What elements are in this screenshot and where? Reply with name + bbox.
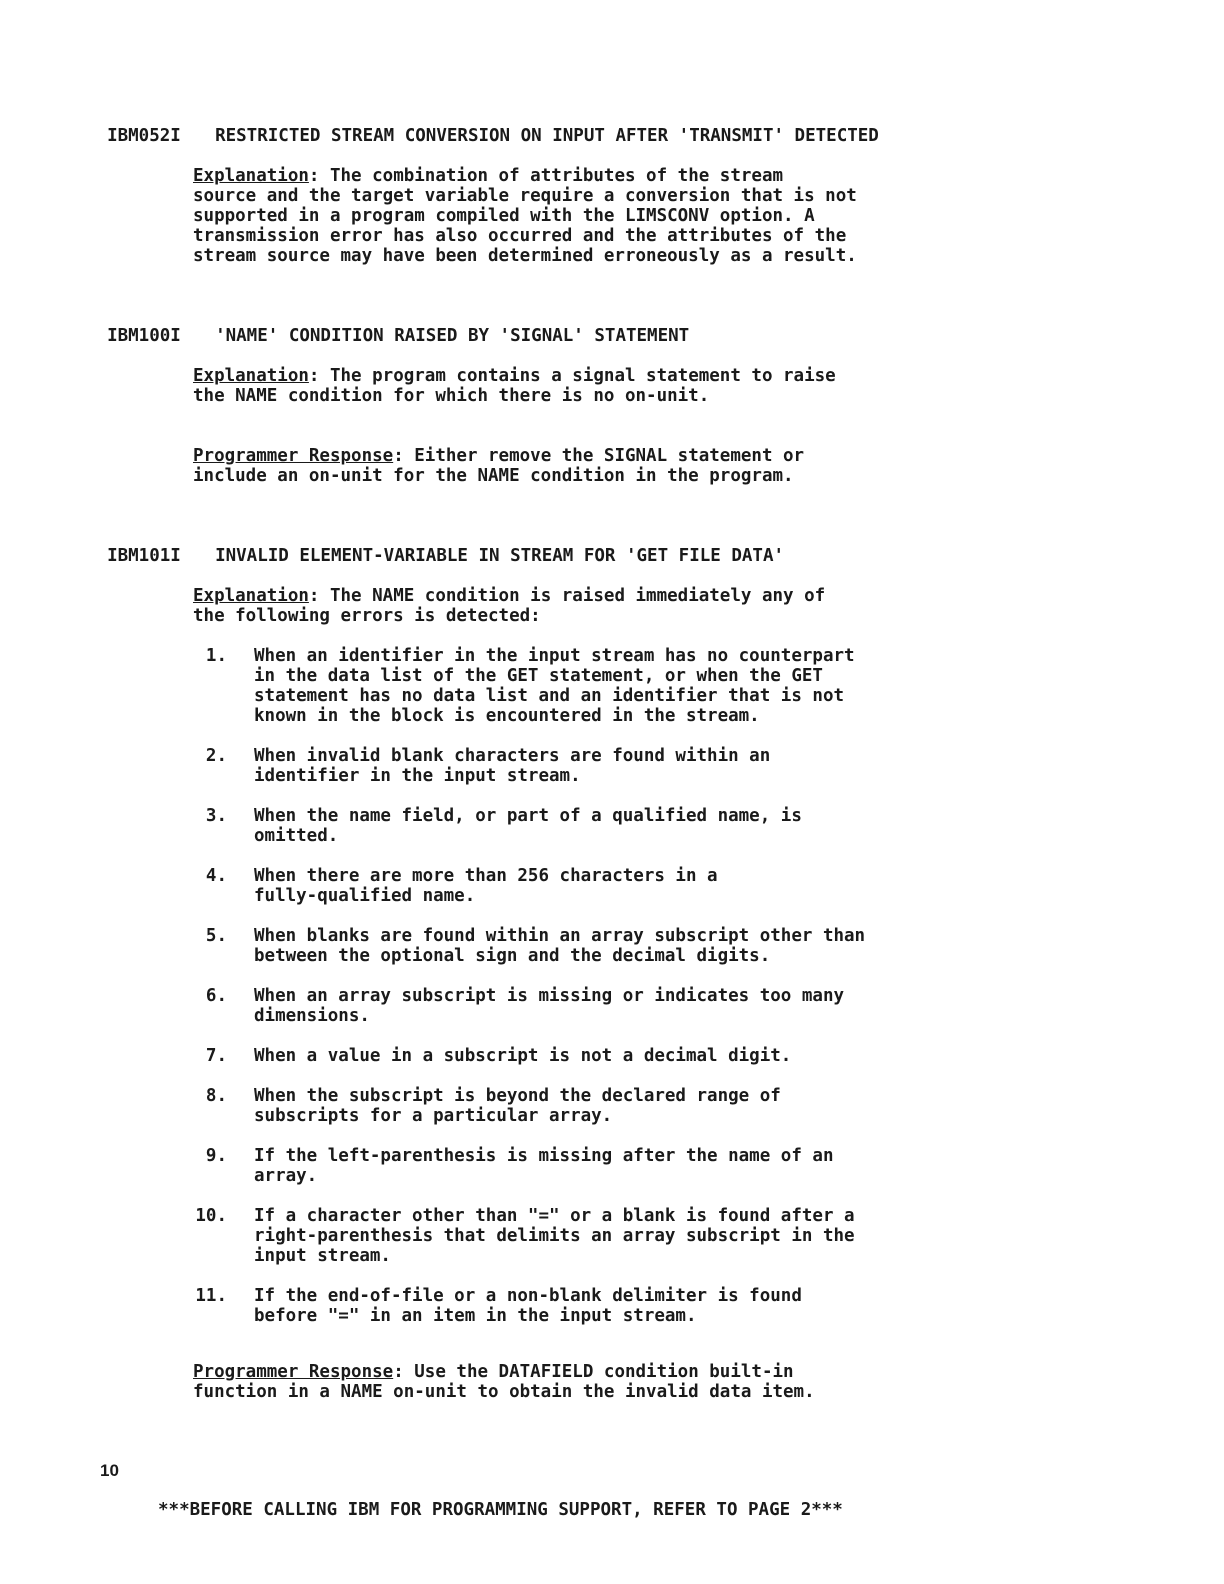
list-item	[193, 806, 973, 846]
message-title: INVALID ELEMENT-VARIABLE IN STREAM FOR 'GET FILE DATA'	[215, 546, 785, 566]
message-code: IBM052I	[107, 126, 181, 146]
message-header-ibm052i	[86, 106, 879, 146]
programmer-response-ibm101i	[193, 1362, 973, 1402]
explanation-text: : The program contains a signal statement to raise the NAME condition for which there is no on-unit.	[193, 366, 836, 406]
list-item	[193, 646, 973, 726]
list-item	[193, 1046, 973, 1066]
list-item	[193, 1286, 973, 1326]
list-item	[193, 1146, 973, 1186]
error-conditions-list	[193, 646, 973, 1346]
item-number: 9.	[205, 1146, 227, 1166]
item-text: When the subscript is beyond the declared range of subscripts for a particular array.	[254, 1086, 781, 1126]
explanation-text: : The combination of attributes of the stream source and the target variable require a conversion that is not supported in a program compiled with the LIMSCONV option. A transmission error has also occurred and the attributes of the stream source may have been determined erroneously as a result.	[193, 166, 857, 266]
explanation-ibm101i	[193, 586, 973, 626]
response-text: : Either remove the SIGNAL statement or include an on-unit for the NAME condition in the program.	[193, 446, 805, 486]
response-text: : Use the DATAFIELD condition built-in function in a NAME on-unit to obtain the invalid data item.	[193, 1362, 815, 1402]
item-number: 8.	[205, 1086, 227, 1106]
item-text: When an identifier in the input stream has no counterpart in the data list of the GET statement, or when the GET statement has no data list and an identifier that is not known in the block is encountered in the stream.	[254, 646, 855, 726]
message-title: 'NAME' CONDITION RAISED BY 'SIGNAL' STATEMENT	[215, 326, 690, 346]
explanation-text: : The NAME condition is raised immediately any of the following errors is detected:	[193, 586, 826, 626]
message-code: IBM101I	[107, 546, 181, 566]
explanation-label: Explanation	[193, 366, 309, 386]
item-text: When blanks are found within an array subscript other than between the optional sign and the decimal digits.	[254, 926, 866, 966]
item-number: 5.	[205, 926, 227, 946]
list-item	[193, 926, 973, 966]
item-number: 1.	[205, 646, 227, 666]
item-text: When the name field, or part of a qualified name, is omitted.	[254, 806, 802, 846]
explanation-ibm052i	[193, 166, 973, 266]
explanation-label: Explanation	[193, 166, 309, 186]
response-label: Programmer Response	[193, 1362, 394, 1382]
explanation-label: Explanation	[193, 586, 309, 606]
item-text: If the left-parenthesis is missing after the name of an array.	[254, 1146, 834, 1186]
list-item	[193, 746, 973, 786]
item-text: When there are more than 256 characters in a fully-qualified name.	[254, 866, 718, 906]
item-number: 3.	[205, 806, 227, 826]
response-label: Programmer Response	[193, 446, 394, 466]
message-header-ibm101i	[86, 526, 784, 566]
list-item	[193, 986, 973, 1026]
item-text: If the end-of-file or a non-blank delimiter is found before "=" in an item in the input stream.	[254, 1286, 802, 1326]
item-number: 2.	[205, 746, 227, 766]
explanation-ibm100i	[193, 366, 973, 406]
item-number: 4.	[205, 866, 227, 886]
item-number: 7.	[205, 1046, 227, 1066]
programmer-response-ibm100i	[193, 446, 973, 486]
page-number: 10	[100, 1461, 119, 1480]
item-number: 6.	[205, 986, 227, 1006]
list-item	[193, 1086, 973, 1126]
item-number: 10.	[195, 1206, 227, 1226]
item-text: When an array subscript is missing or indicates too many dimensions.	[254, 986, 845, 1026]
message-title: RESTRICTED STREAM CONVERSION ON INPUT AFTER 'TRANSMIT' DETECTED	[215, 126, 879, 146]
list-item	[193, 866, 973, 906]
item-text: When invalid blank characters are found within an identifier in the input stream.	[254, 746, 771, 786]
page-footer: ***BEFORE CALLING IBM FOR PROGRAMMING SUPPORT, REFER TO PAGE 2***	[158, 1500, 843, 1520]
item-number: 11.	[195, 1286, 227, 1306]
message-header-ibm100i	[86, 306, 689, 346]
message-code: IBM100I	[107, 326, 181, 346]
item-text: If a character other than "=" or a blank is found after a right-parenthesis that delimits an array subscript in the input stream.	[254, 1206, 855, 1266]
list-item	[193, 1206, 973, 1266]
item-text: When a value in a subscript is not a decimal digit.	[254, 1046, 792, 1066]
